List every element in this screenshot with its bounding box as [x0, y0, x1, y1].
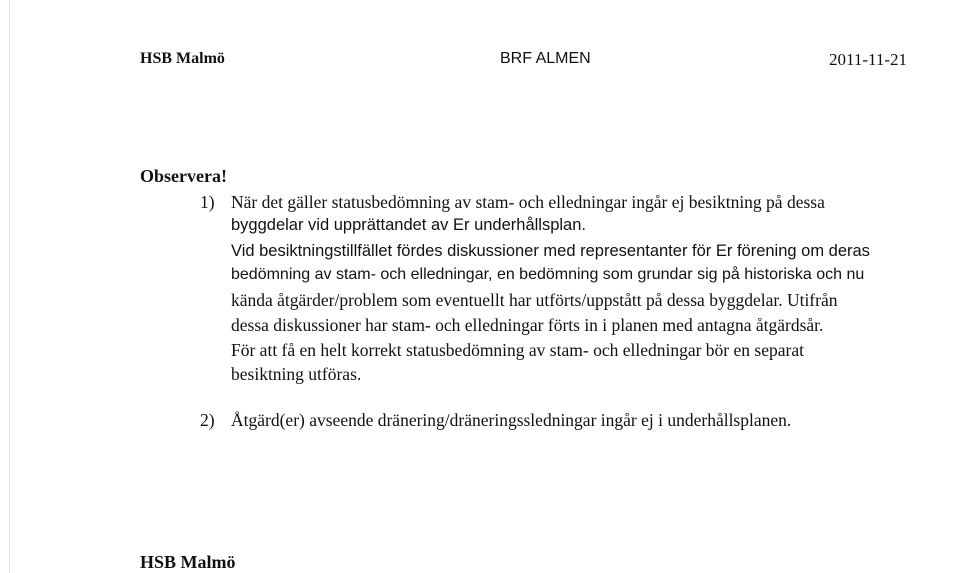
- page-edge-line: [9, 0, 10, 573]
- note-2-number: 2): [200, 410, 215, 430]
- note-1-line-7: För att få en helt korrekt statusbedömning av stam- och elledningar bör en separat: [231, 340, 804, 360]
- note-1-line-8: besiktning utföras.: [231, 364, 362, 384]
- note-1-line-3: Vid besiktningstillfället fördes diskussioner med representanter för Er förening om deras: [231, 242, 870, 260]
- note-1-number: 1): [200, 192, 215, 212]
- note-1-line-5: kända åtgärder/problem som eventuellt har utförts/uppstått på dessa byggdelar. Utifrån: [231, 290, 838, 310]
- note-1-line-1: När det gäller statusbedömning av stam- och elledningar ingår ej besiktning på dessa: [231, 192, 825, 212]
- note-1-line-6: dessa diskussioner har stam- och elledningar förts in i planen med antagna åtgärdsår.: [231, 315, 824, 335]
- note-1-line-2: byggdelar vid upprättandet av Er underhållsplan.: [231, 216, 586, 234]
- observe-heading: Observera!: [140, 166, 227, 186]
- note-2-text: Åtgärd(er) avseende dränering/dräneringssledningar ingår ej i underhållsplanen.: [231, 410, 792, 430]
- header-organization: HSB Malmö: [140, 50, 225, 67]
- note-1-line-4: bedömning av stam- och elledningar, en bedömning som grundar sig på historiska och nu: [231, 266, 865, 283]
- header-date: 2011-11-21: [829, 50, 908, 69]
- footer-organization: HSB Malmö: [140, 552, 236, 572]
- header-association-name: BRF ALMEN: [500, 50, 591, 67]
